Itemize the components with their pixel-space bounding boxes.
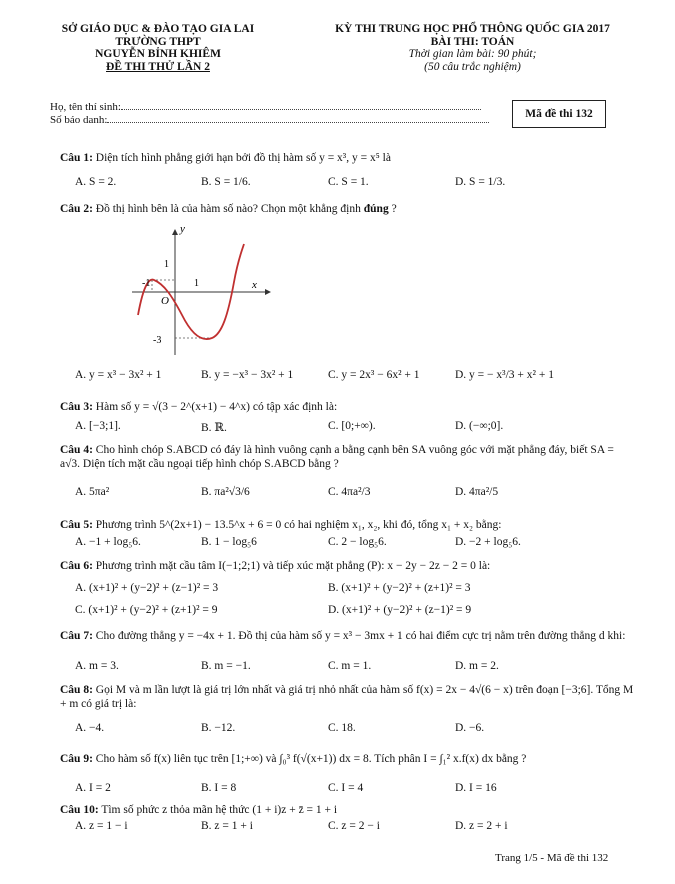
question-text: Phương trình mặt cầu tâm I(−1;2;1) và tiếp xúc mặt phẳng (P): x − 2y − 2z − 2 = 0 là: <box>95 560 491 572</box>
question-number: Câu 10: <box>60 804 99 816</box>
option-c[interactable]: C. S = 1. <box>328 176 369 188</box>
question-10 <box>60 803 635 817</box>
question-4 <box>60 443 635 471</box>
question-text: Cho hàm số f(x) liên tục trên [1;+∞) và ∫₀³ f(√(x+1)) dx = 8. Tích phân I = ∫₁² x.f(x) dx bằng ? <box>95 753 527 765</box>
option-c[interactable]: C. y = 2x³ − 6x² + 1 <box>328 369 420 381</box>
question-text: Gọi M và m lần lượt là giá trị lớn nhất và giá trị nhỏ nhất của hàm số f(x) = 2x − 4√(6 − x) trên đoạn [−3;6]. Tổng M + m có giá trị là: <box>60 684 634 710</box>
question-number: Câu 8: <box>60 684 93 696</box>
candidate-name-label: Họ, tên thí sinh: <box>50 101 121 113</box>
option-b[interactable]: B. πa²√3/6 <box>201 486 250 498</box>
school-header <box>58 23 258 73</box>
option-c[interactable]: C. 18. <box>328 722 356 734</box>
option-c[interactable]: C. (x+1)² + (y−2)² + (z+1)² = 9 <box>75 604 218 616</box>
question-number: Câu 4: <box>60 444 93 456</box>
candidate-id-label: Số báo danh: <box>50 114 108 126</box>
subject-title: BÀI THI: TOÁN <box>430 35 515 48</box>
option-d[interactable]: D. I = 16 <box>455 782 497 794</box>
option-d[interactable]: D. −6. <box>455 722 485 734</box>
option-a[interactable]: A. (x+1)² + (y−2)² + (z−1)² = 3 <box>75 582 219 594</box>
option-a[interactable]: A. 5πa² <box>75 486 110 498</box>
option-d[interactable]: D. y = − x³/3 + x² + 1 <box>455 369 554 381</box>
question-9 <box>60 752 635 766</box>
option-d[interactable]: D. (x+1)² + (y−2)² + (z−1)² = 9 <box>328 604 472 616</box>
options-6-row2 <box>75 604 635 620</box>
option-c[interactable]: C. I = 4 <box>328 782 364 794</box>
page-footer: Trang 1/5 - Mã đề thi 132 <box>495 852 609 864</box>
options-5 <box>75 536 635 552</box>
id-dotted-line <box>107 114 489 123</box>
candidate-info <box>50 101 492 127</box>
function-graph <box>120 220 280 360</box>
exam-title: KỲ THI TRUNG HỌC PHỔ THÔNG QUỐC GIA 2017 <box>335 23 610 35</box>
question-emphasis: đúng <box>363 203 389 215</box>
option-a[interactable]: A. m = 3. <box>75 660 119 672</box>
option-d[interactable]: D. z = 2 + i <box>455 820 508 832</box>
option-c[interactable]: C. m = 1. <box>328 660 372 672</box>
tick-1-label: 1 <box>194 278 199 289</box>
option-d[interactable]: D. −2 + log₅6. <box>455 536 521 548</box>
option-d[interactable]: D. m = 2. <box>455 660 499 672</box>
option-c[interactable]: C. 4πa²/3 <box>328 486 371 498</box>
exam-code-box <box>512 100 606 128</box>
question-text: Cho hình chóp S.ABCD có đáy là hình vuông cạnh a bằng cạnh bên SA vuông góc với mặt phẳng đáy, biết SA = a√3. Diện tích mặt cầu ngoại tiếp hình chóp S.ABCD bằng ? <box>60 444 614 470</box>
option-c[interactable]: C. 2 − log₅6. <box>328 536 387 548</box>
question-6 <box>60 559 635 573</box>
question-number: Câu 5: <box>60 519 93 531</box>
candidate-name-line[interactable] <box>50 101 492 114</box>
y-tick-1-label: 1 <box>164 259 169 270</box>
school-name: NGUYỄN BỈNH KHIÊM <box>95 48 221 60</box>
option-a[interactable]: A. y = x³ − 3x² + 1 <box>75 369 162 381</box>
question-number: Câu 9: <box>60 753 93 765</box>
school-type: TRƯỜNG THPT <box>115 35 201 48</box>
question-5 <box>60 518 635 532</box>
option-a[interactable]: A. S = 2. <box>75 176 117 188</box>
options-3 <box>75 420 635 436</box>
question-number: Câu 1: <box>60 152 93 164</box>
y-tick-neg3-label: -3 <box>153 335 162 346</box>
exam-round: ĐỀ THI THỬ LẦN 2 <box>106 60 210 73</box>
options-9 <box>75 782 635 798</box>
option-d[interactable]: D. S = 1/3. <box>455 176 506 188</box>
tick-neg1-label: -1 <box>142 278 151 289</box>
question-text: Đồ thị hình bên là của hàm số nào? Chọn một khẳng định <box>95 203 361 215</box>
option-d[interactable]: D. (−∞;0]. <box>455 420 504 432</box>
question-3 <box>60 400 635 414</box>
department-name: SỞ GIÁO DỤC & ĐÀO TẠO GIA LAI <box>61 23 255 35</box>
candidate-id-line[interactable] <box>50 114 492 127</box>
options-2 <box>75 369 635 385</box>
option-b[interactable]: B. S = 1/6. <box>201 176 251 188</box>
option-d[interactable]: D. 4πa²/5 <box>455 486 499 498</box>
option-b[interactable]: B. (x+1)² + (y−2)² + (z+1)² = 3 <box>328 582 471 594</box>
question-number: Câu 6: <box>60 560 93 572</box>
option-a[interactable]: A. −4. <box>75 722 105 734</box>
question-number: Câu 3: <box>60 401 93 413</box>
exam-header <box>300 23 645 73</box>
option-b[interactable]: B. z = 1 + i <box>201 820 253 832</box>
option-b[interactable]: B. y = −x³ − 3x² + 1 <box>201 369 294 381</box>
options-4 <box>75 486 635 502</box>
options-8 <box>75 722 635 738</box>
options-7 <box>75 660 635 676</box>
options-1 <box>75 176 635 192</box>
question-text: Cho đường thẳng y = −4x + 1. Đồ thị của hàm số y = x³ − 3mx + 1 có hai điểm cực trị nằm trên đường thẳng d khi: <box>95 630 626 642</box>
question-text: Hàm số y = √(3 − 2^(x+1) − 4^x) có tập xác định là: <box>95 401 338 413</box>
question-text: Diện tích hình phẳng giới hạn bởi đồ thị hàm số y = x³, y = x⁵ là <box>95 152 391 164</box>
option-b[interactable]: B. m = −1. <box>201 660 251 672</box>
question-text: Phương trình 5^(2x+1) − 13.5^x + 6 = 0 có hai nghiệm x₁, x₂, khi đó, tổng x₁ + x₂ bằng: <box>95 519 502 531</box>
options-10 <box>75 820 635 836</box>
option-a[interactable]: A. z = 1 − i <box>75 820 128 832</box>
origin-label: O <box>161 295 169 307</box>
exam-code: Mã đề thi 132 <box>525 108 593 120</box>
question-8 <box>60 683 635 711</box>
question-2 <box>60 202 635 216</box>
options-6-row1 <box>75 582 635 598</box>
question-number: Câu 2: <box>60 203 93 215</box>
option-a[interactable]: A. [−3;1]. <box>75 420 121 432</box>
question-7 <box>60 629 635 643</box>
option-c[interactable]: C. z = 2 − i <box>328 820 380 832</box>
option-b[interactable]: B. 1 − log₅6 <box>201 536 257 548</box>
option-a[interactable]: A. −1 + log₅6. <box>75 536 141 548</box>
question-text: Tìm số phức z thỏa mãn hệ thức (1 + i)z + z̄ = 1 + i <box>101 804 338 816</box>
question-tail: ? <box>391 203 397 215</box>
option-b[interactable]: B. I = 8 <box>201 782 237 794</box>
option-a[interactable]: A. I = 2 <box>75 782 111 794</box>
axis-x-label: x <box>252 279 257 291</box>
question-1 <box>60 151 635 165</box>
option-b[interactable]: B. ℝ. <box>201 422 227 434</box>
axis-y-label: y <box>180 223 185 235</box>
question-count: (50 câu trắc nghiệm) <box>424 60 521 73</box>
time-limit: Thời gian làm bài: 90 phút; <box>408 48 537 60</box>
option-c[interactable]: C. [0;+∞). <box>328 420 376 432</box>
name-dotted-line <box>121 101 481 110</box>
option-b[interactable]: B. −12. <box>201 722 236 734</box>
question-number: Câu 7: <box>60 630 93 642</box>
